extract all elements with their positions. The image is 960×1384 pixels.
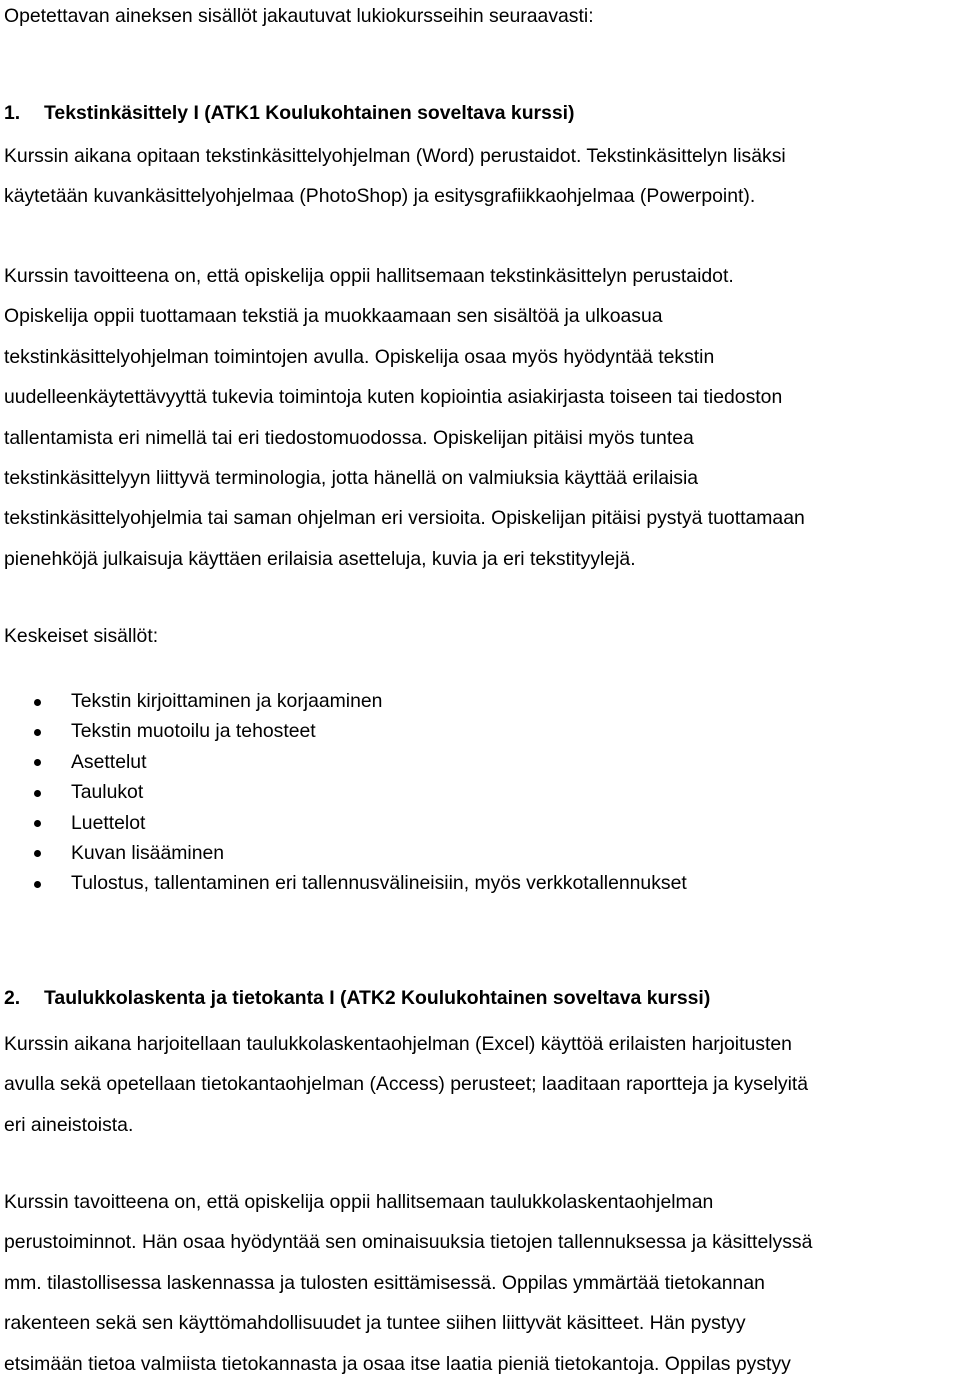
course1-paragraph-1 (4, 136, 786, 217)
course2-title: Taulukkolaskenta ja tietokanta I (ATK2 Koulukohtainen soveltava kurssi) (44, 987, 711, 1009)
list-item: Luettelot (4, 808, 687, 838)
text-line: mm. tilastollisessa laskennassa ja tulosten esittämisessä. Oppilas ymmärtää tietokannan (4, 1271, 765, 1294)
list-item: Tekstin muotoilu ja tehosteet (4, 716, 687, 746)
key-contents-list (4, 686, 687, 899)
list-item: Tulostus, tallentaminen eri tallennusvälineisiin, myös verkkotallennukset (4, 868, 687, 898)
course1-title: Tekstinkäsittely I (ATK1 Koulukohtainen soveltava kurssi) (44, 102, 575, 124)
text-line: pienehköjä julkaisuja käyttäen erilaisia asetteluja, kuvia ja eri tekstityylejä. (4, 547, 636, 570)
text-line: Opiskelija oppii tuottamaan tekstiä ja muokkaamaan sen sisältöä ja ulkoasua (4, 305, 663, 328)
intro-text: Opetettavan aineksen sisällöt jakautuvat lukiokursseihin seuraavasti: (4, 5, 594, 27)
bullet-icon (34, 820, 41, 827)
text-line: Kurssin tavoitteena on, että opiskelija oppii hallitsemaan taulukkolaskentaohjelman (4, 1191, 714, 1213)
text-line: Kurssin aikana opitaan tekstinkäsittelyohjelman (Word) perustaidot. Tekstinkäsittelyn lisäksi (4, 145, 786, 167)
text-line: rakenteen sekä sen käyttömahdollisuudet ja tuntee siihen liittyvät käsitteet. Hän pystyy (4, 1312, 746, 1335)
bullet-icon (34, 790, 41, 797)
list-item: Taulukot (4, 777, 687, 807)
text-line: Kurssin aikana harjoitellaan taulukkolaskentaohjelman (Excel) käyttöä erilaisten harjoitusten (4, 1033, 792, 1055)
bullet-icon (34, 759, 41, 766)
text-line: tekstinkäsittelyohjelmia tai saman ohjelman eri versioita. Opiskelijan pitäisi pystyä tuottamaan (4, 507, 805, 530)
course1-paragraph-2 (4, 256, 805, 579)
course2-paragraph-2 (4, 1182, 812, 1384)
text-line: tekstinkäsittelyyn liittyvä terminologia, jotta hänellä on valmiuksia käyttää erilaisia (4, 467, 699, 490)
course2-paragraph-1 (4, 1024, 808, 1145)
text-line: Kurssin tavoitteena on, että opiskelija oppii hallitsemaan tekstinkäsittelyn perustaidot. (4, 265, 734, 287)
text-line: avulla sekä opetellaan tietokantaohjelman (Access) perusteet; laaditaan raportteja ja kyselyitä (4, 1073, 809, 1096)
text-line: perustoiminnot. Hän osaa hyödyntää sen ominaisuuksia tietojen tallennuksessa ja käsittelyssä (4, 1231, 813, 1254)
bullet-icon (34, 881, 41, 888)
text-line: tallentamista eri nimellä tai eri tiedostomuodossa. Opiskelijan pitäisi myös tuntea (4, 426, 694, 449)
course2-heading (4, 978, 710, 1018)
text-line: käytetään kuvankäsittelyohjelmaa (PhotoShop) ja esitysgrafiikkaohjelmaa (Powerpoint). (4, 185, 756, 208)
course1-heading (4, 93, 575, 133)
text-line: uudelleenkäytettävyyttä tukevia toimintoja kuten kopiointia asiakirjasta toiseen tai tiedoston (4, 386, 783, 409)
key-contents-label: Keskeiset sisällöt: (4, 625, 159, 647)
text-line: eri aineistoista. (4, 1113, 134, 1136)
course1-number: 1. (4, 102, 21, 124)
course2-number: 2. (4, 987, 21, 1009)
bullet-icon (34, 729, 41, 736)
list-item: Tekstin kirjoittaminen ja korjaaminen (4, 686, 687, 716)
list-item: Asettelut (4, 747, 687, 777)
list-item: Kuvan lisääminen (4, 838, 687, 868)
bullet-icon (34, 850, 41, 857)
bullet-icon (34, 699, 41, 706)
text-line: tekstinkäsittelyohjelman toimintojen avulla. Opiskelija osaa myös hyödyntää tekstin (4, 345, 715, 368)
text-line: etsimään tietoa valmiista tietokannasta ja osaa itse laatia pieniä tietokantoja. Oppilas pystyy (4, 1352, 791, 1375)
